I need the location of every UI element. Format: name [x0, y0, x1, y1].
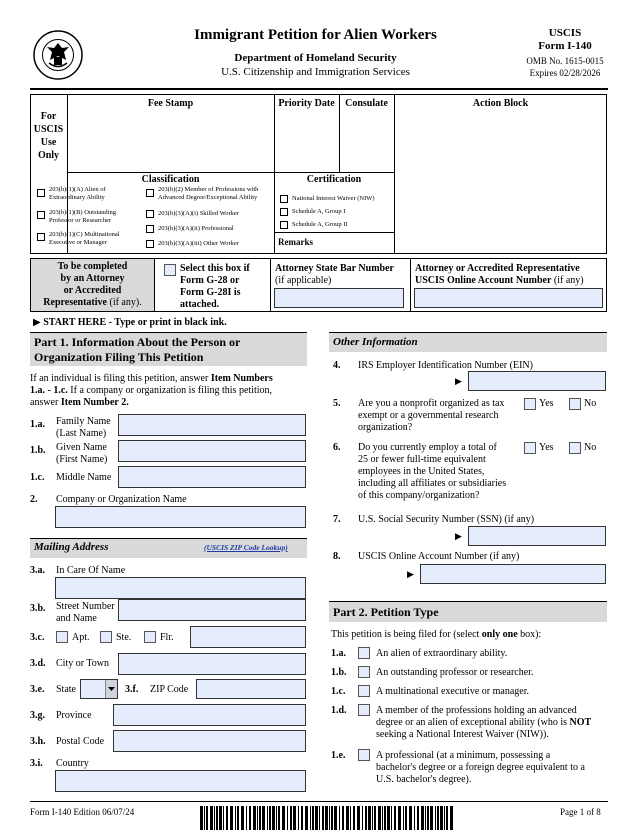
classification-title: Classification	[141, 174, 200, 185]
online-account-number-label: USCIS Online Account Number (if any)	[358, 551, 520, 562]
employees-no-label: No	[584, 442, 597, 453]
zip-code-label: ZIP Code	[150, 684, 189, 695]
flr-checkbox[interactable]	[144, 631, 156, 643]
bar-number-sublabel: (if applicable)	[275, 275, 332, 286]
petition-type-checkbox[interactable]	[358, 666, 370, 678]
part1-heading-1: Part 1. Information About the Person or	[34, 335, 241, 349]
divider	[270, 258, 271, 312]
part2-intro: This petition is being filed for (select only one box):	[331, 629, 542, 640]
barcode	[200, 806, 456, 830]
city-label: City or Town	[56, 658, 110, 669]
ssn-label: U.S. Social Security Number (SSN) (if any)	[358, 514, 535, 525]
ein-input[interactable]	[468, 371, 606, 391]
employees-no-checkbox[interactable]	[569, 442, 581, 454]
petition-type-option: An alien of extraordinary ability.	[376, 648, 508, 659]
item-number: 3.g.	[30, 710, 45, 721]
certification-option: National Interest Waiver (NIW)	[292, 195, 375, 202]
province-input[interactable]	[113, 704, 306, 726]
ste-checkbox[interactable]	[100, 631, 112, 643]
country-input[interactable]	[55, 770, 306, 792]
priority-date-label: Priority Date	[278, 98, 335, 109]
chevron-down-icon[interactable]	[105, 680, 117, 698]
item-number: 3.d.	[30, 658, 46, 669]
nonprofit-no-checkbox[interactable]	[569, 398, 581, 410]
g28-checkbox[interactable]	[164, 264, 176, 276]
item-number: 4.	[333, 360, 341, 371]
classification-checkbox[interactable]	[37, 211, 45, 219]
classification-option: 203(b)(1)(A) Alien of Extraordinary Ability	[49, 186, 106, 201]
part1-intro: If an individual is filing this petition, answer Item Numbers	[30, 373, 273, 384]
classification-checkbox[interactable]	[37, 189, 45, 197]
classification-checkbox[interactable]	[146, 189, 154, 197]
zip-lookup-link[interactable]: (USCIS ZIP Code Lookup)	[204, 543, 288, 552]
action-block-label: Action Block	[472, 98, 529, 109]
agency-short: USCIS	[548, 27, 582, 39]
item-number: 3.h.	[30, 736, 46, 747]
part2-heading: Part 2. Petition Type	[333, 605, 439, 619]
nonprofit-yes-label: Yes	[539, 398, 554, 409]
item-number: 1.b.	[331, 667, 347, 678]
postal-code-input[interactable]	[113, 730, 306, 752]
nonprofit-question: Are you a nonprofit organized as tax exempt or a governmental research organization?	[358, 398, 505, 433]
given-name-input[interactable]	[118, 440, 306, 462]
agency-name: U.S. Citizenship and Immigration Services	[221, 66, 410, 78]
item-number: 1.a.	[331, 648, 346, 659]
petition-type-option: A professional (at a minimum, possessing a bachelor's degree or a foreign degree equivalent to a U.S. bachelor's degree).	[376, 750, 585, 785]
item-number: 3.a.	[30, 565, 45, 576]
attorney-completion-note: To be completed by an Attorney or Accredited Representative (if any).	[43, 261, 142, 308]
online-account-label: Attorney or Accredited Representative	[415, 263, 580, 274]
middle-name-input[interactable]	[118, 466, 306, 488]
g28-label: Select this box if Form G-28 or Form G-28I is attached.	[180, 263, 250, 310]
item-number: 5.	[333, 398, 341, 409]
apt-label: Apt.	[72, 632, 90, 643]
certification-checkbox[interactable]	[280, 221, 288, 229]
certification-checkbox[interactable]	[280, 195, 288, 203]
petition-type-checkbox[interactable]	[358, 704, 370, 716]
apt-checkbox[interactable]	[56, 631, 68, 643]
ein-label: IRS Employer Identification Number (EIN)	[358, 360, 533, 371]
footer-rule	[30, 801, 608, 802]
part1-intro: 1.a. - 1.c. If a company or organization is filing this petition,	[30, 385, 272, 396]
classification-checkbox[interactable]	[146, 225, 154, 233]
item-number: 2.	[30, 494, 38, 505]
item-number: 3.e.	[30, 684, 45, 695]
item-number: 1.a.	[30, 419, 45, 430]
divider	[67, 172, 394, 173]
seal-text	[0, 0, 1, 1]
zip-code-input[interactable]	[196, 679, 306, 699]
certification-checkbox[interactable]	[280, 208, 288, 216]
certification-option: Schedule A, Group I	[292, 208, 346, 215]
petition-type-option: A multinational executive or manager.	[376, 686, 530, 697]
fee-stamp-label: Fee Stamp	[147, 98, 194, 109]
flr-label: Flr.	[160, 632, 174, 643]
mailing-address-title: Mailing Address	[34, 541, 109, 553]
part1-intro: answer Item Number 2.	[30, 397, 129, 408]
bar-number-label: Attorney State Bar Number	[275, 263, 394, 274]
page-number: Page 1 of 8	[560, 807, 601, 817]
divider	[274, 232, 394, 233]
item-number: 1.d.	[331, 705, 347, 716]
classification-checkbox[interactable]	[146, 240, 154, 248]
omb-number: OMB No. 1615-0015	[526, 56, 604, 66]
divider	[394, 94, 395, 254]
form-title: Immigrant Petition for Alien Workers	[194, 27, 437, 43]
given-name-label: Given Name (First Name)	[56, 442, 108, 465]
online-account-input[interactable]	[414, 288, 603, 308]
department-name: Department of Homeland Security	[234, 52, 397, 64]
item-number: 1.c.	[30, 472, 45, 483]
classification-option: 203(b)(3)(A)(iii) Other Worker	[158, 240, 239, 247]
divider	[154, 258, 155, 312]
form-edition: Form I-140 Edition 06/07/24	[30, 807, 135, 817]
postal-code-label: Postal Code	[56, 736, 105, 747]
consulate-label: Consulate	[345, 98, 388, 109]
online-account-label-2: USCIS Online Account Number (if any)	[415, 275, 584, 286]
in-care-of-input[interactable]	[55, 577, 306, 599]
ste-label: Ste.	[116, 632, 132, 643]
petition-type-option: An outstanding professor or researcher.	[376, 667, 534, 678]
nonprofit-yes-checkbox[interactable]	[524, 398, 536, 410]
arrow-icon: ▶	[455, 531, 462, 541]
item-number: 1.b.	[30, 445, 46, 456]
part1-heading-2: Organization Filing This Petition	[34, 350, 204, 364]
street-input[interactable]	[118, 599, 306, 621]
item-number: 3.b.	[30, 603, 46, 614]
classification-option: 203(b)(3)(A)(i) Skilled Worker	[158, 210, 239, 217]
uscis-use-only-label: For USCIS Use Only	[33, 111, 64, 161]
company-name-input[interactable]	[55, 506, 306, 528]
petition-type-option: A member of the professions holding an advanced degree or an alien of exceptional ability (who is NOT seeking a National Interest Waiver (NIW)).	[376, 705, 592, 740]
ssn-input[interactable]	[468, 526, 606, 546]
classification-option: 203(b)(2) Member of Professions with Advanced Degree/Exceptional Ability	[158, 186, 259, 201]
item-number: 3.i.	[30, 758, 43, 769]
classification-checkbox[interactable]	[37, 233, 45, 241]
item-number: 3.c.	[30, 632, 45, 643]
arrow-icon: ▶	[407, 569, 414, 579]
remarks-label: Remarks	[278, 237, 313, 247]
petition-type-checkbox[interactable]	[358, 685, 370, 697]
item-number: 1.c.	[331, 686, 346, 697]
family-name-label: Family Name (Last Name)	[56, 416, 111, 439]
other-info-title: Other Information	[333, 336, 418, 348]
certification-title: Certification	[306, 174, 362, 185]
classification-checkbox[interactable]	[146, 210, 154, 218]
classification-option: 203(b)(1)(C) Multinational Executive or Manager	[49, 231, 120, 246]
arrow-icon: ▶	[455, 376, 462, 386]
employees-yes-label: Yes	[539, 442, 554, 453]
item-number: 1.e.	[331, 750, 346, 761]
middle-name-label: Middle Name	[56, 472, 112, 483]
item-number: 3.f.	[125, 684, 139, 695]
expiration-date: Expires 02/28/2026	[529, 68, 601, 78]
city-input[interactable]	[118, 653, 306, 675]
unit-number-input[interactable]	[190, 626, 306, 648]
bar-number-input[interactable]	[274, 288, 404, 308]
company-name-label: Company or Organization Name	[56, 494, 187, 505]
classification-option: 203(b)(1)(B) Outstanding Professor or Researcher	[49, 209, 116, 224]
divider	[410, 258, 411, 312]
certification-option: Schedule A, Group II	[292, 221, 348, 228]
petition-type-checkbox[interactable]	[358, 647, 370, 659]
item-number: 7.	[333, 514, 341, 525]
classification-option: 203(b)(3)(A)(ii) Professional	[158, 225, 234, 232]
state-label: State	[56, 684, 76, 695]
employees-yes-checkbox[interactable]	[524, 442, 536, 454]
form-number: Form I-140	[538, 40, 592, 52]
street-label: Street Number and Name	[56, 601, 115, 624]
country-label: Country	[56, 758, 89, 769]
start-here-instruction: ▶ START HERE - Type or print in black ink.	[33, 317, 227, 328]
nonprofit-no-label: No	[584, 398, 597, 409]
family-name-input[interactable]	[118, 414, 306, 436]
petition-type-checkbox[interactable]	[358, 749, 370, 761]
province-label: Province	[56, 710, 92, 721]
item-number: 6.	[333, 442, 341, 453]
online-account-number-input[interactable]	[420, 564, 606, 584]
header-rule	[30, 88, 608, 90]
employees-question: Do you currently employ a total of 25 or fewer full-time equivalent employees in the United States, including all affiliates or subsidiaries of this company/organization?	[358, 442, 507, 501]
in-care-of-label: In Care Of Name	[56, 565, 126, 576]
item-number: 8.	[333, 551, 341, 562]
